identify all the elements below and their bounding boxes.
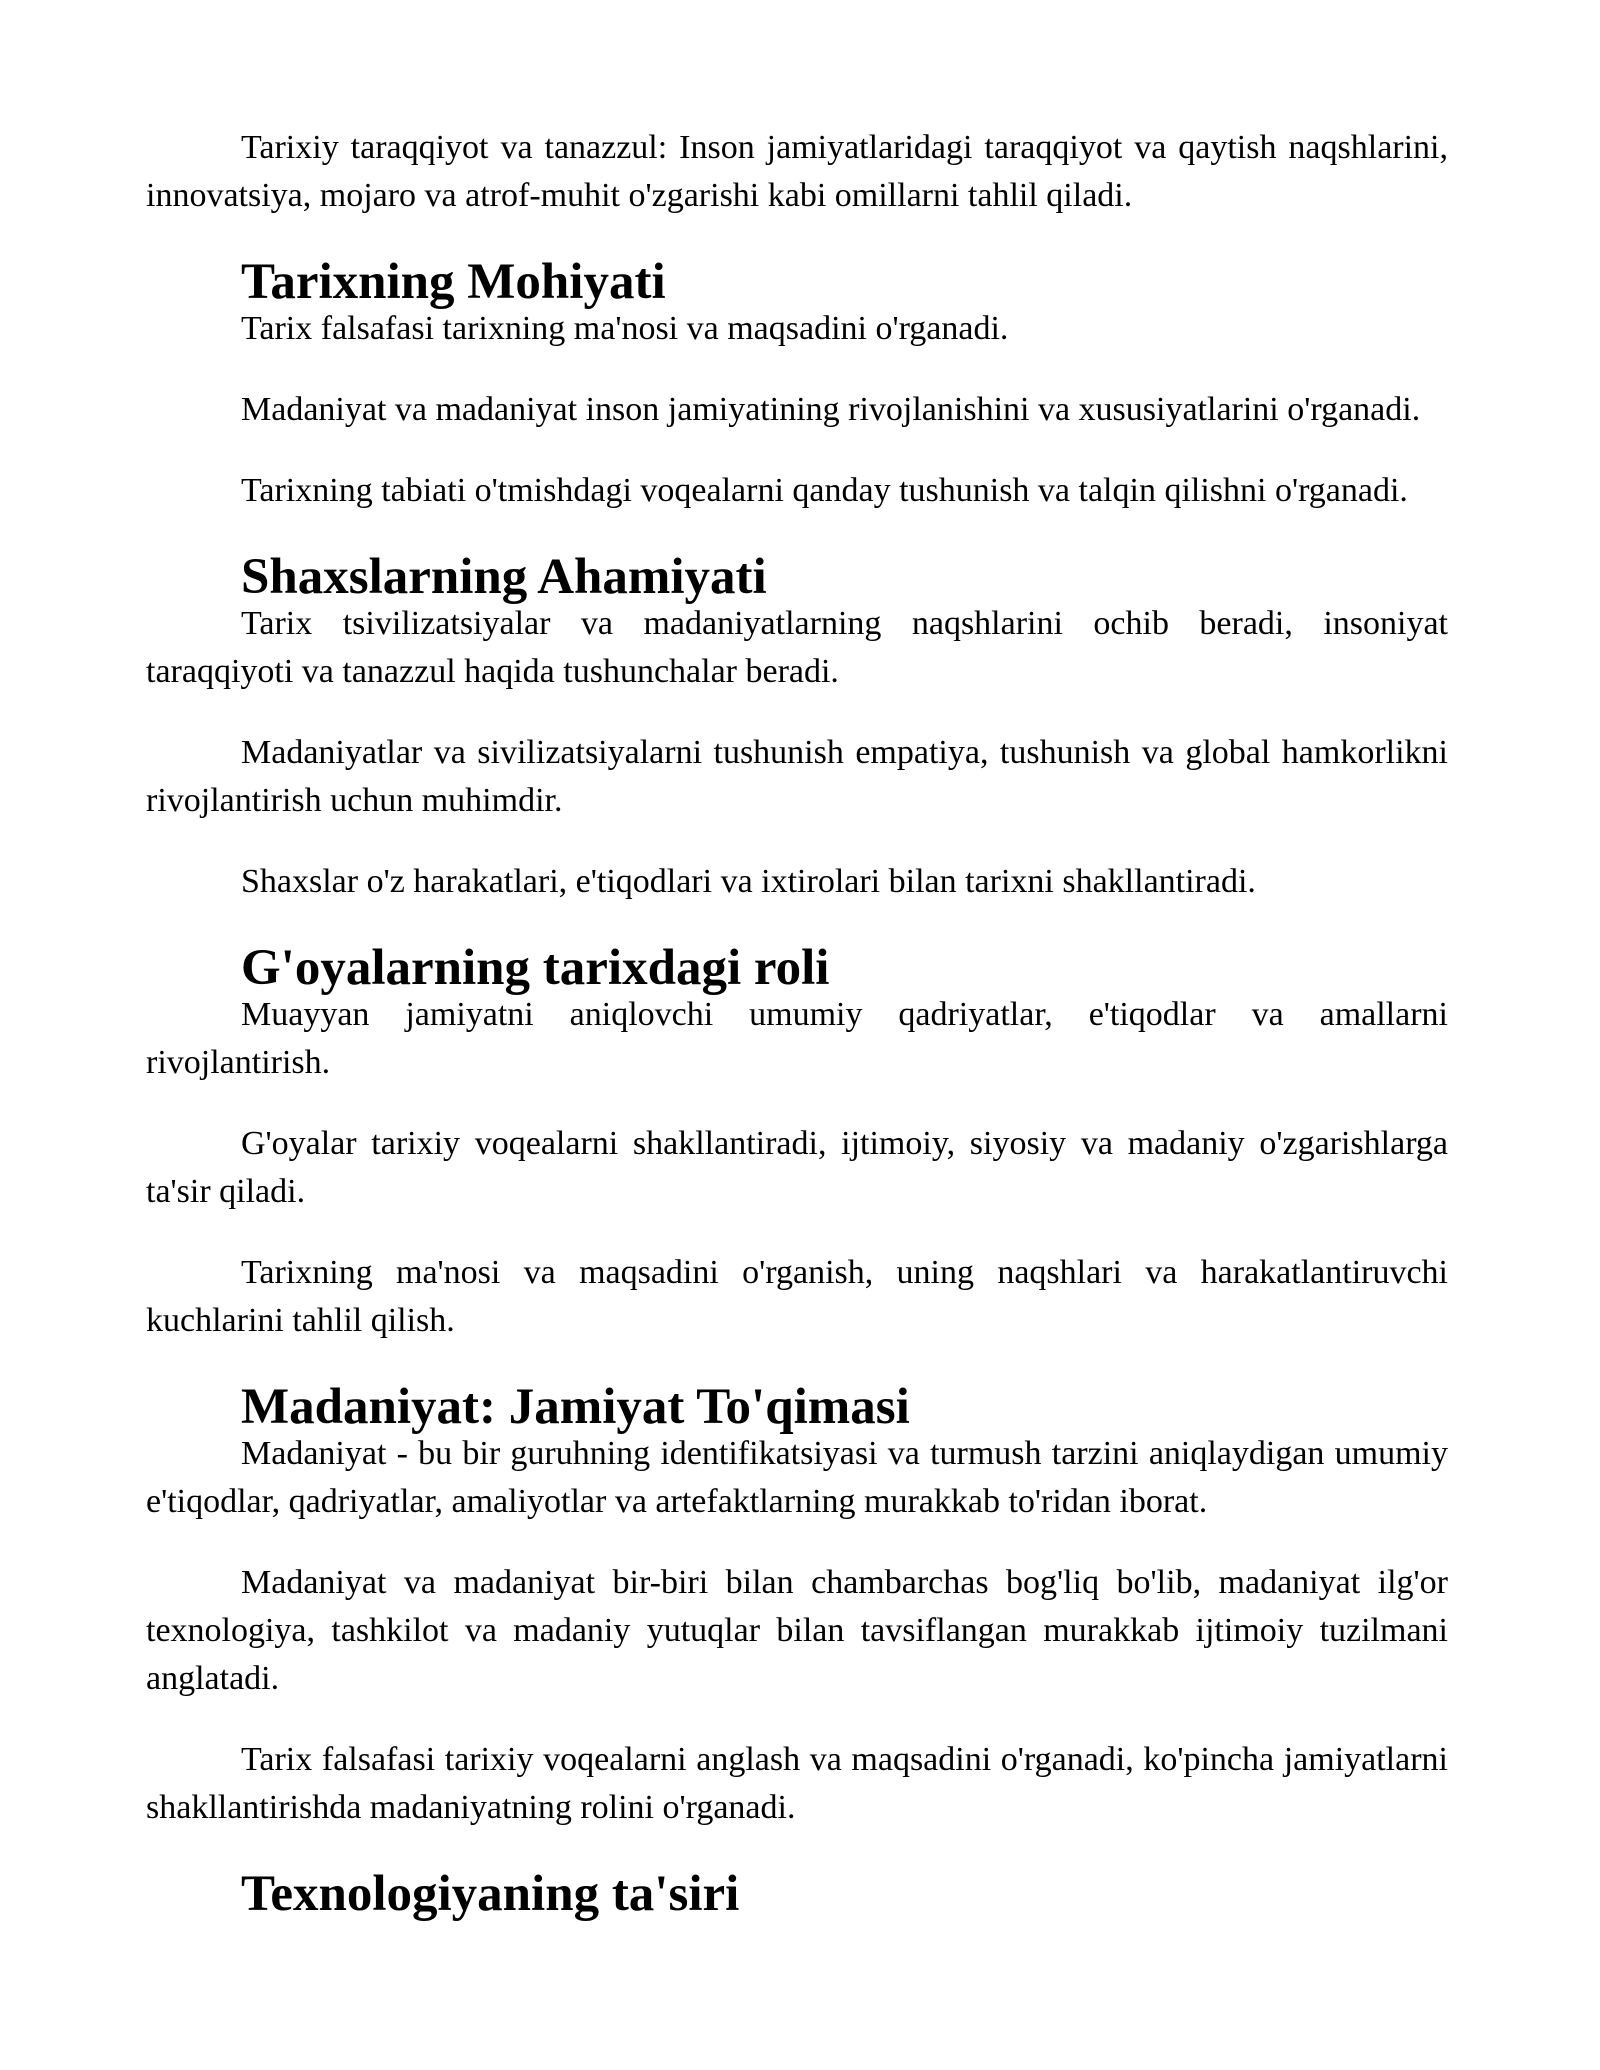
section-heading: Madaniyat: Jamiyat To'qimasi [241,1379,910,1435]
section-paragraph: G'oyalar tarixiy voqealarni shakllantiradi, ijtimoiy, siyosiy va madaniy o'zgarishlarga ta'sir qiladi. [146,1125,1448,1210]
section-paragraph: Tarix tsivilizatsiyalar va madaniyatlarning naqshlarini ochib beradi, insoniyat taraqqiyoti va tanazzul haqida tushunchalar beradi. [146,605,1448,690]
section-paragraph: Madaniyat va madaniyat inson jamiyatining rivojlanishini va xususiyatlarini o'rganadi. [241,391,1421,428]
section-paragraph: Tarix falsafasi tarixning ma'nosi va maqsadini o'rganadi. [241,310,1009,347]
section-paragraph: Tarix falsafasi tarixiy voqealarni anglash va maqsadini o'rganadi, ko'pincha jamiyatlarni shakllantirishda madaniyatning rolini o'rganadi. [146,1741,1448,1826]
intro-paragraph: Tarixiy taraqqiyot va tanazzul: Inson jamiyatlaridagi taraqqiyot va qaytish naqshlarini, innovatsiya, mojaro va atrof-muhit o'zgarishi kabi omillarni tahlil qiladi. [146,129,1448,214]
section-paragraph: Tarixning ma'nosi va maqsadini o'rganish, uning naqshlari va harakatlantiruvchi kuchlarini tahlil qilish. [146,1254,1448,1339]
section-heading: Texnologiyaning ta'siri [241,1866,740,1922]
section-paragraph: Muayyan jamiyatni aniqlovchi umumiy qadriyatlar, e'tiqodlar va amallarni rivojlantirish. [146,996,1448,1081]
section-tarixning-mohiyati [146,254,1448,515]
section-paragraph: Shaxslar o'z harakatlari, e'tiqodlari va ixtirolari bilan tarixni shakllantiradi. [241,863,1256,900]
section-heading: Shaxslarning Ahamiyati [241,549,767,605]
section-paragraph: Madaniyat va madaniyat bir-biri bilan chambarchas bog'liq bo'lib, madaniyat ilg'or texnologiya, tashkilot va madaniy yutuqlar bilan tavsiflangan murakkab ijtimoiy tuzilmani anglatadi. [146,1564,1448,1697]
section-heading: G'oyalarning tarixdagi roli [241,940,830,996]
document-page [146,124,1448,1922]
section-heading: Tarixning Mohiyati [241,254,666,310]
section-paragraph: Madaniyatlar va sivilizatsiyalarni tushunish empatiya, tushunish va global hamkorlikni rivojlantirish uchun muhimdir. [146,734,1448,819]
section-goyalarning-roli [146,940,1448,1345]
section-paragraph: Tarixning tabiati o'tmishdagi voqealarni qanday tushunish va talqin qilishni o'rganadi. [241,472,1408,509]
section-paragraph: Madaniyat - bu bir guruhning identifikatsiyasi va turmush tarzini aniqlaydigan umumiy e'tiqodlar, qadriyatlar, amaliyotlar va artefaktlarning murakkab to'ridan iborat. [146,1435,1448,1520]
section-texnologiyaning-tasiri [146,1866,1448,1922]
section-shaxslarning-ahamiyati [146,549,1448,906]
section-madaniyat-jamiyat-toqimasi [146,1379,1448,1832]
